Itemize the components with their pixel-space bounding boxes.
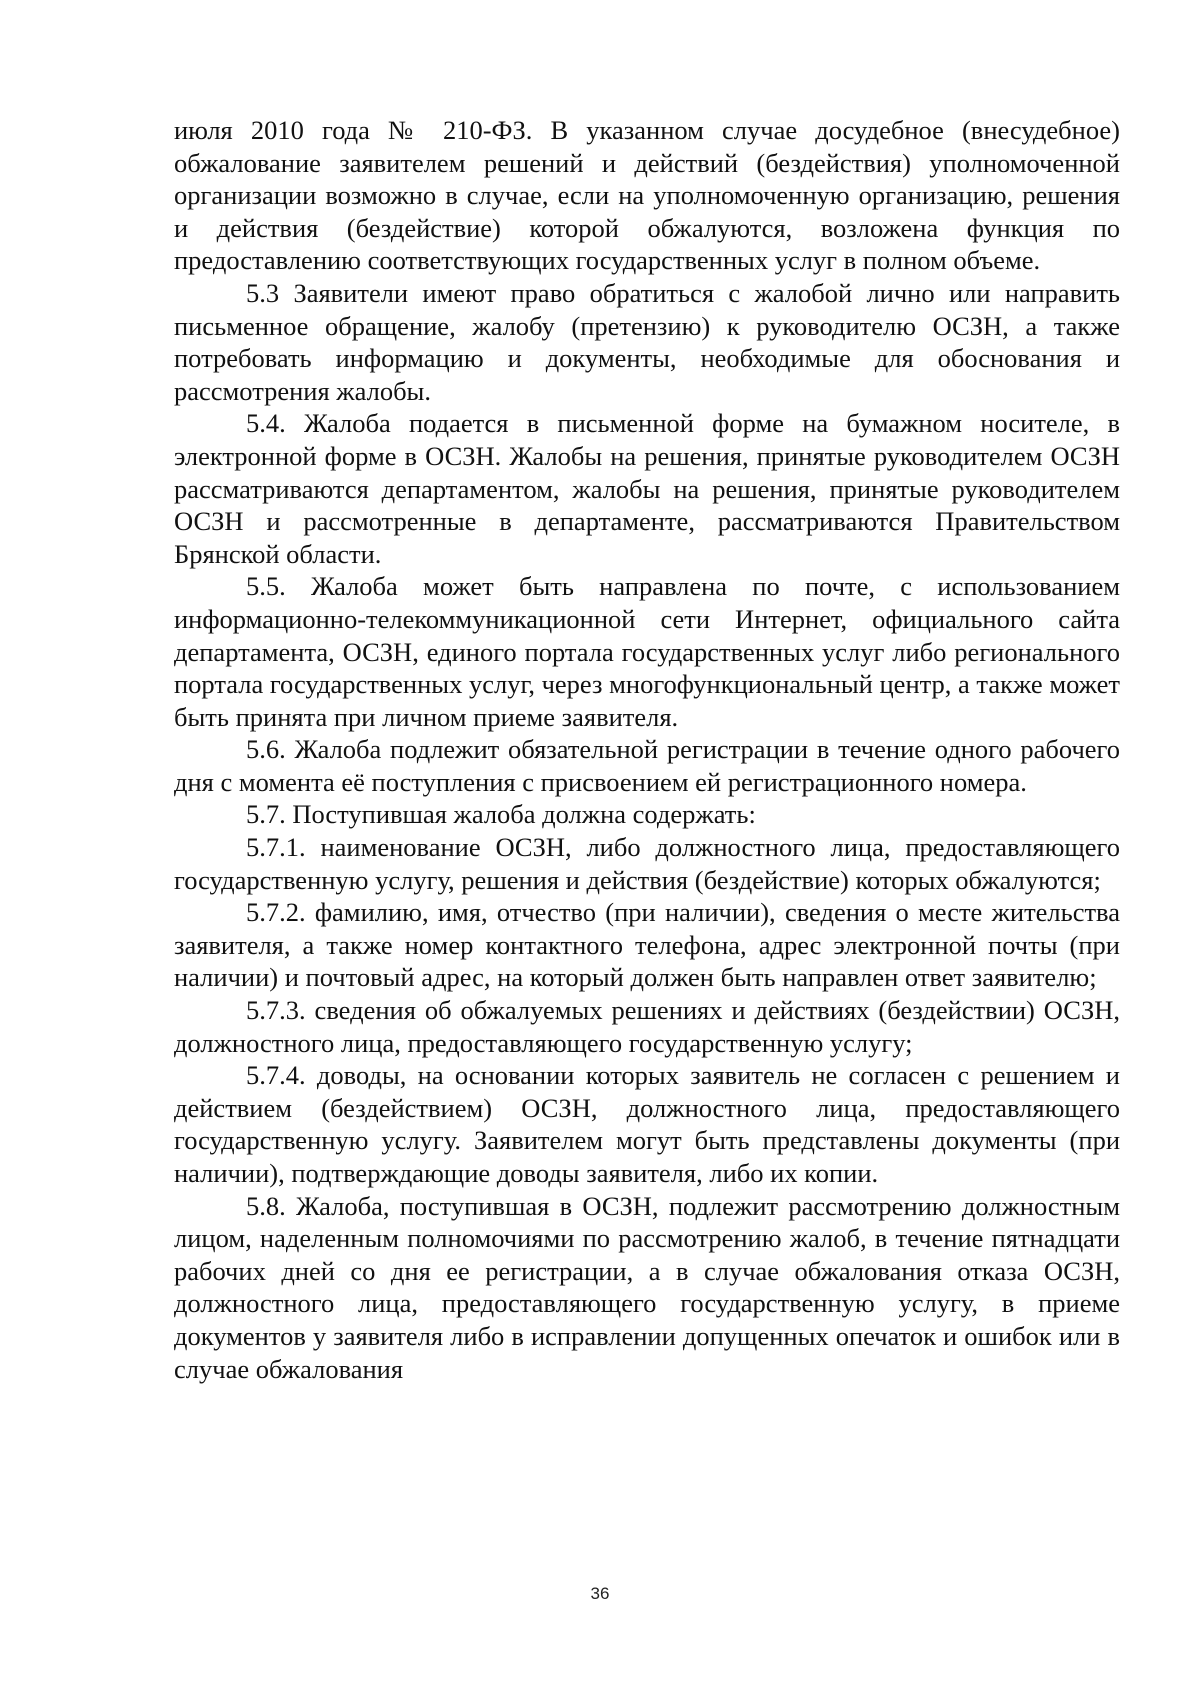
paragraph-5-4: 5.4. Жалоба подается в письменной форме на бумажном носителе, в электронной форме в ОСЗН. Жалобы на решения, принятые руководителем ОСЗН рассматриваются департаментом, жалобы на решения, принятые руководителем ОСЗН и рассмотренные в департаменте, рассматриваются Правительством Брянской области. [174,408,1120,569]
paragraph-5-7-4: 5.7.4. доводы, на основании которых заявитель не согласен с решением и действием (бездействием) ОСЗН, должностного лица, предоставляющего государственную услугу. Заявителем могут быть представлены документы (при наличии), подтверждающие доводы заявителя, либо их копии. [174,1060,1120,1188]
paragraph-5-6: 5.6. Жалоба подлежит обязательной регистрации в течение одного рабочего дня с момента её поступления с присвоением ей регистрационного номера. [174,734,1120,797]
document-body [174,114,1120,1385]
paragraph-5-7-3: 5.7.3. сведения об обжалуемых решениях и действиях (бездействии) ОСЗН, должностного лица, предоставляющего государственную услугу; [174,995,1120,1058]
paragraph-5-7: 5.7. Поступившая жалоба должна содержать: [246,799,756,830]
paragraph-5-7-2: 5.7.2. фамилию, имя, отчество (при наличии), сведения о месте жительства заявителя, а также номер контактного телефона, адрес электронной почты (при наличии) и почтовый адрес, на который должен быть направлен ответ заявителю; [174,897,1120,993]
paragraph-5-3: 5.3 Заявители имеют право обратиться с жалобой лично или направить письменное обращение, жалобу (претензию) к руководителю ОСЗН, а также потребовать информацию и документы, необходимые для обоснования и рассмотрения жалобы. [174,277,1120,406]
paragraph-5-7-1: 5.7.1. наименование ОСЗН, либо должностного лица, предоставляющего государственную услугу, решения и действия (бездействие) которых обжалуются; [174,832,1120,895]
paragraph-continuation: июля 2010 года № 210-ФЗ. В указанном случае досудебное (внесудебное) обжалование заявителем решений и действий (бездействия) уполномоченной организации возможно в случае, если на уполномоченную организацию, решения и действия (бездействие) которой обжалуются, возложена функция по предоставлению соответствующих государственных услуг в полном объеме. [174,115,1120,276]
page-number: 36 [590,1584,610,1603]
paragraph-5-8: 5.8. Жалоба, поступившая в ОСЗН, подлежит рассмотрению должностным лицом, наделенным полномочиями по рассмотрению жалоб, в течение пятнадцати рабочих дней со дня ее регистрации, а в случае обжалования отказа ОСЗН, должностного лица, предоставляющего государственную услугу, в приеме документов у заявителя либо в исправлении допущенных опечаток и ошибок или в случае обжалования [174,1190,1120,1384]
paragraph-5-5: 5.5. Жалоба может быть направлена по почте, с использованием информационно-телекоммуникационной сети Интернет, официального сайта департамента, ОСЗН, единого портала государственных услуг либо регионального портала государственных услуг, через многофункциональный центр, а также может быть принята при личном приеме заявителя. [174,571,1120,732]
